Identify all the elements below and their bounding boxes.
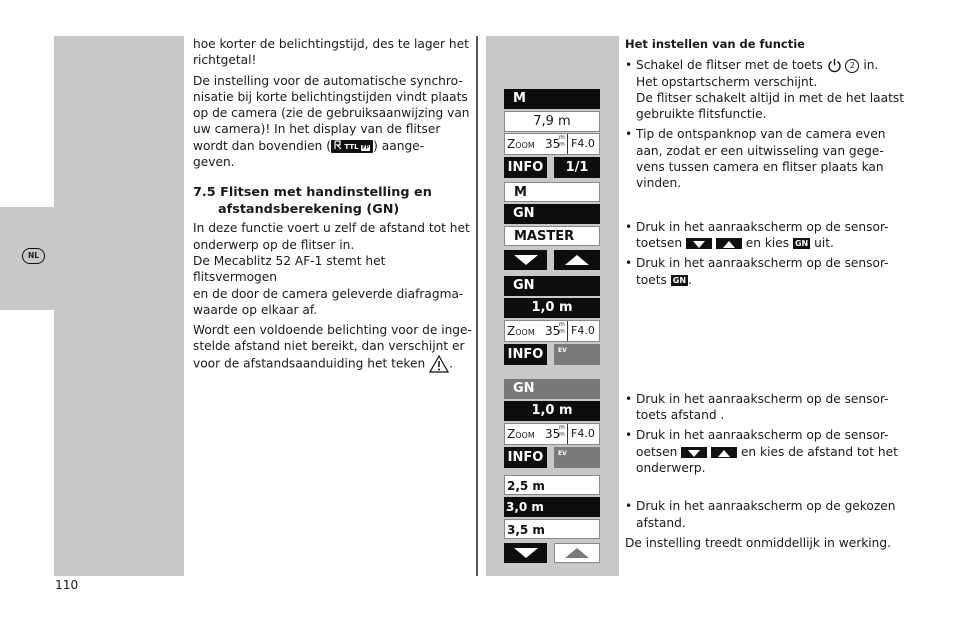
down-arrow-icon — [513, 547, 539, 559]
paragraph-warning: Wordt een voldoende belichting voor de inge- stelde afstand niet bereikt, dan verschijnt er voor de afstandsaanduiding het teken . — [193, 322, 473, 373]
distance-option-selected[interactable]: 3,0 m — [504, 497, 600, 517]
section-heading: 7.5 Flitsen met handinstelling en afstandsberekening (GN) — [193, 185, 432, 218]
gn-key-icon: GN — [672, 275, 687, 285]
menu-item-gn[interactable]: GN — [504, 204, 600, 224]
info-button[interactable]: INFO — [504, 447, 547, 468]
mode-m-bar: M — [504, 89, 600, 109]
down-key-icon — [686, 238, 712, 249]
page-indicator-button[interactable]: 1/1 — [554, 157, 600, 178]
section-subtitle: Het instellen van de functie — [625, 37, 805, 51]
zoom-row: Zoom 35 m m F4.0 — [504, 320, 600, 342]
step-press-distance: • Druk in het aanraakscherm op de sensor- toets afstand . — [625, 391, 889, 423]
step-power-on: • Schakel de flitser met de toets 2 in. Het opstartscherm verschijnt. De flitser schakelt altijd in met de het laatst gebruikte flitsfunctie. — [625, 58, 904, 122]
zoom-row: Zoom 35 m m F4.0 — [504, 133, 600, 155]
menu-item-master[interactable]: MASTER — [504, 226, 600, 246]
up-button[interactable] — [554, 543, 600, 563]
up-key-icon — [711, 447, 737, 458]
left-text-column — [193, 36, 473, 377]
up-arrow-icon — [564, 254, 590, 266]
paragraph-sync: De instelling voor de automatische synchro- nisatie bij korte belichtingstijden vindt plaats op de camera (zie de gebruiksaanwijzing van uw camera)! In het display van de flitser wordt dan bovendien ( TTL FP ) aange- geven. — [193, 73, 470, 170]
step-shutter: • Tip de ontspanknop van de camera even aan, zodat er een uitwisseling van gege- vens tussen camera en flitser plaats kan vinden. — [625, 127, 886, 191]
up-arrow-icon — [564, 547, 590, 559]
down-arrow-icon — [513, 254, 539, 266]
distance-option[interactable]: 2,5 m — [504, 475, 600, 495]
up-key-icon — [716, 238, 742, 249]
gn-mode-bar: GN — [504, 379, 600, 399]
down-key-icon — [681, 447, 707, 458]
menu-item-m[interactable]: M — [504, 182, 600, 202]
paragraph-manual: In deze functie voert u zelf de afstand tot het onderwerp op de flitser in. De Mecablitz 52 AF-1 stemt het flitsvermogen en de door de camera geleverde diafragma- waarde op elkaar af. — [193, 221, 470, 317]
ev-button[interactable]: EV — [554, 344, 600, 365]
down-button[interactable] — [504, 250, 547, 270]
ttl-fp-flash-icon: TTL FP — [331, 140, 373, 153]
warning-triangle-icon — [429, 355, 449, 373]
circled-number: 2 — [845, 59, 859, 73]
column-divider — [476, 36, 478, 576]
step-choose-distance: • Druk in het aanraakscherm op de sensor- oetsen en kies de afstand tot het onderwerp. — [625, 428, 898, 476]
right-text-column — [625, 36, 910, 551]
paragraph-guide-number: hoe korter de belichtingstijd, des te lager het richtgetal! — [193, 37, 469, 68]
power-icon — [827, 58, 842, 73]
zoom-row: Zoom 35 m m F4.0 — [504, 423, 600, 445]
left-margin-band — [54, 36, 184, 576]
distance-option[interactable]: 3,5 m — [504, 519, 600, 539]
final-note: De instelling treedt onmiddellijk in werking. — [625, 535, 892, 550]
gn-key-icon: GN — [794, 238, 809, 248]
gn-distance-button[interactable]: 1,0 m — [504, 401, 600, 421]
gn-mode-bar: GN — [504, 276, 600, 296]
page-number: 110 — [55, 578, 79, 592]
info-button[interactable]: INFO — [504, 157, 547, 178]
distance-readout: 7,9 m — [504, 111, 600, 132]
gn-distance-button[interactable]: 1,0 m — [504, 298, 600, 318]
info-button[interactable]: INFO — [504, 344, 547, 365]
down-button[interactable] — [504, 543, 547, 563]
up-button[interactable] — [554, 250, 600, 270]
language-badge: NL — [22, 248, 45, 264]
step-press-gn: • Druk in het aanraakscherm op de sensor- toets GN . — [625, 256, 889, 287]
step-confirm-distance: • Druk in het aanraakscherm op de gekozen afstand. — [625, 499, 896, 530]
step-select-gn: • Druk in het aanraakscherm op de sensor- toetsen en kies GN uit. — [625, 219, 889, 250]
ev-button[interactable]: EV — [554, 447, 600, 468]
